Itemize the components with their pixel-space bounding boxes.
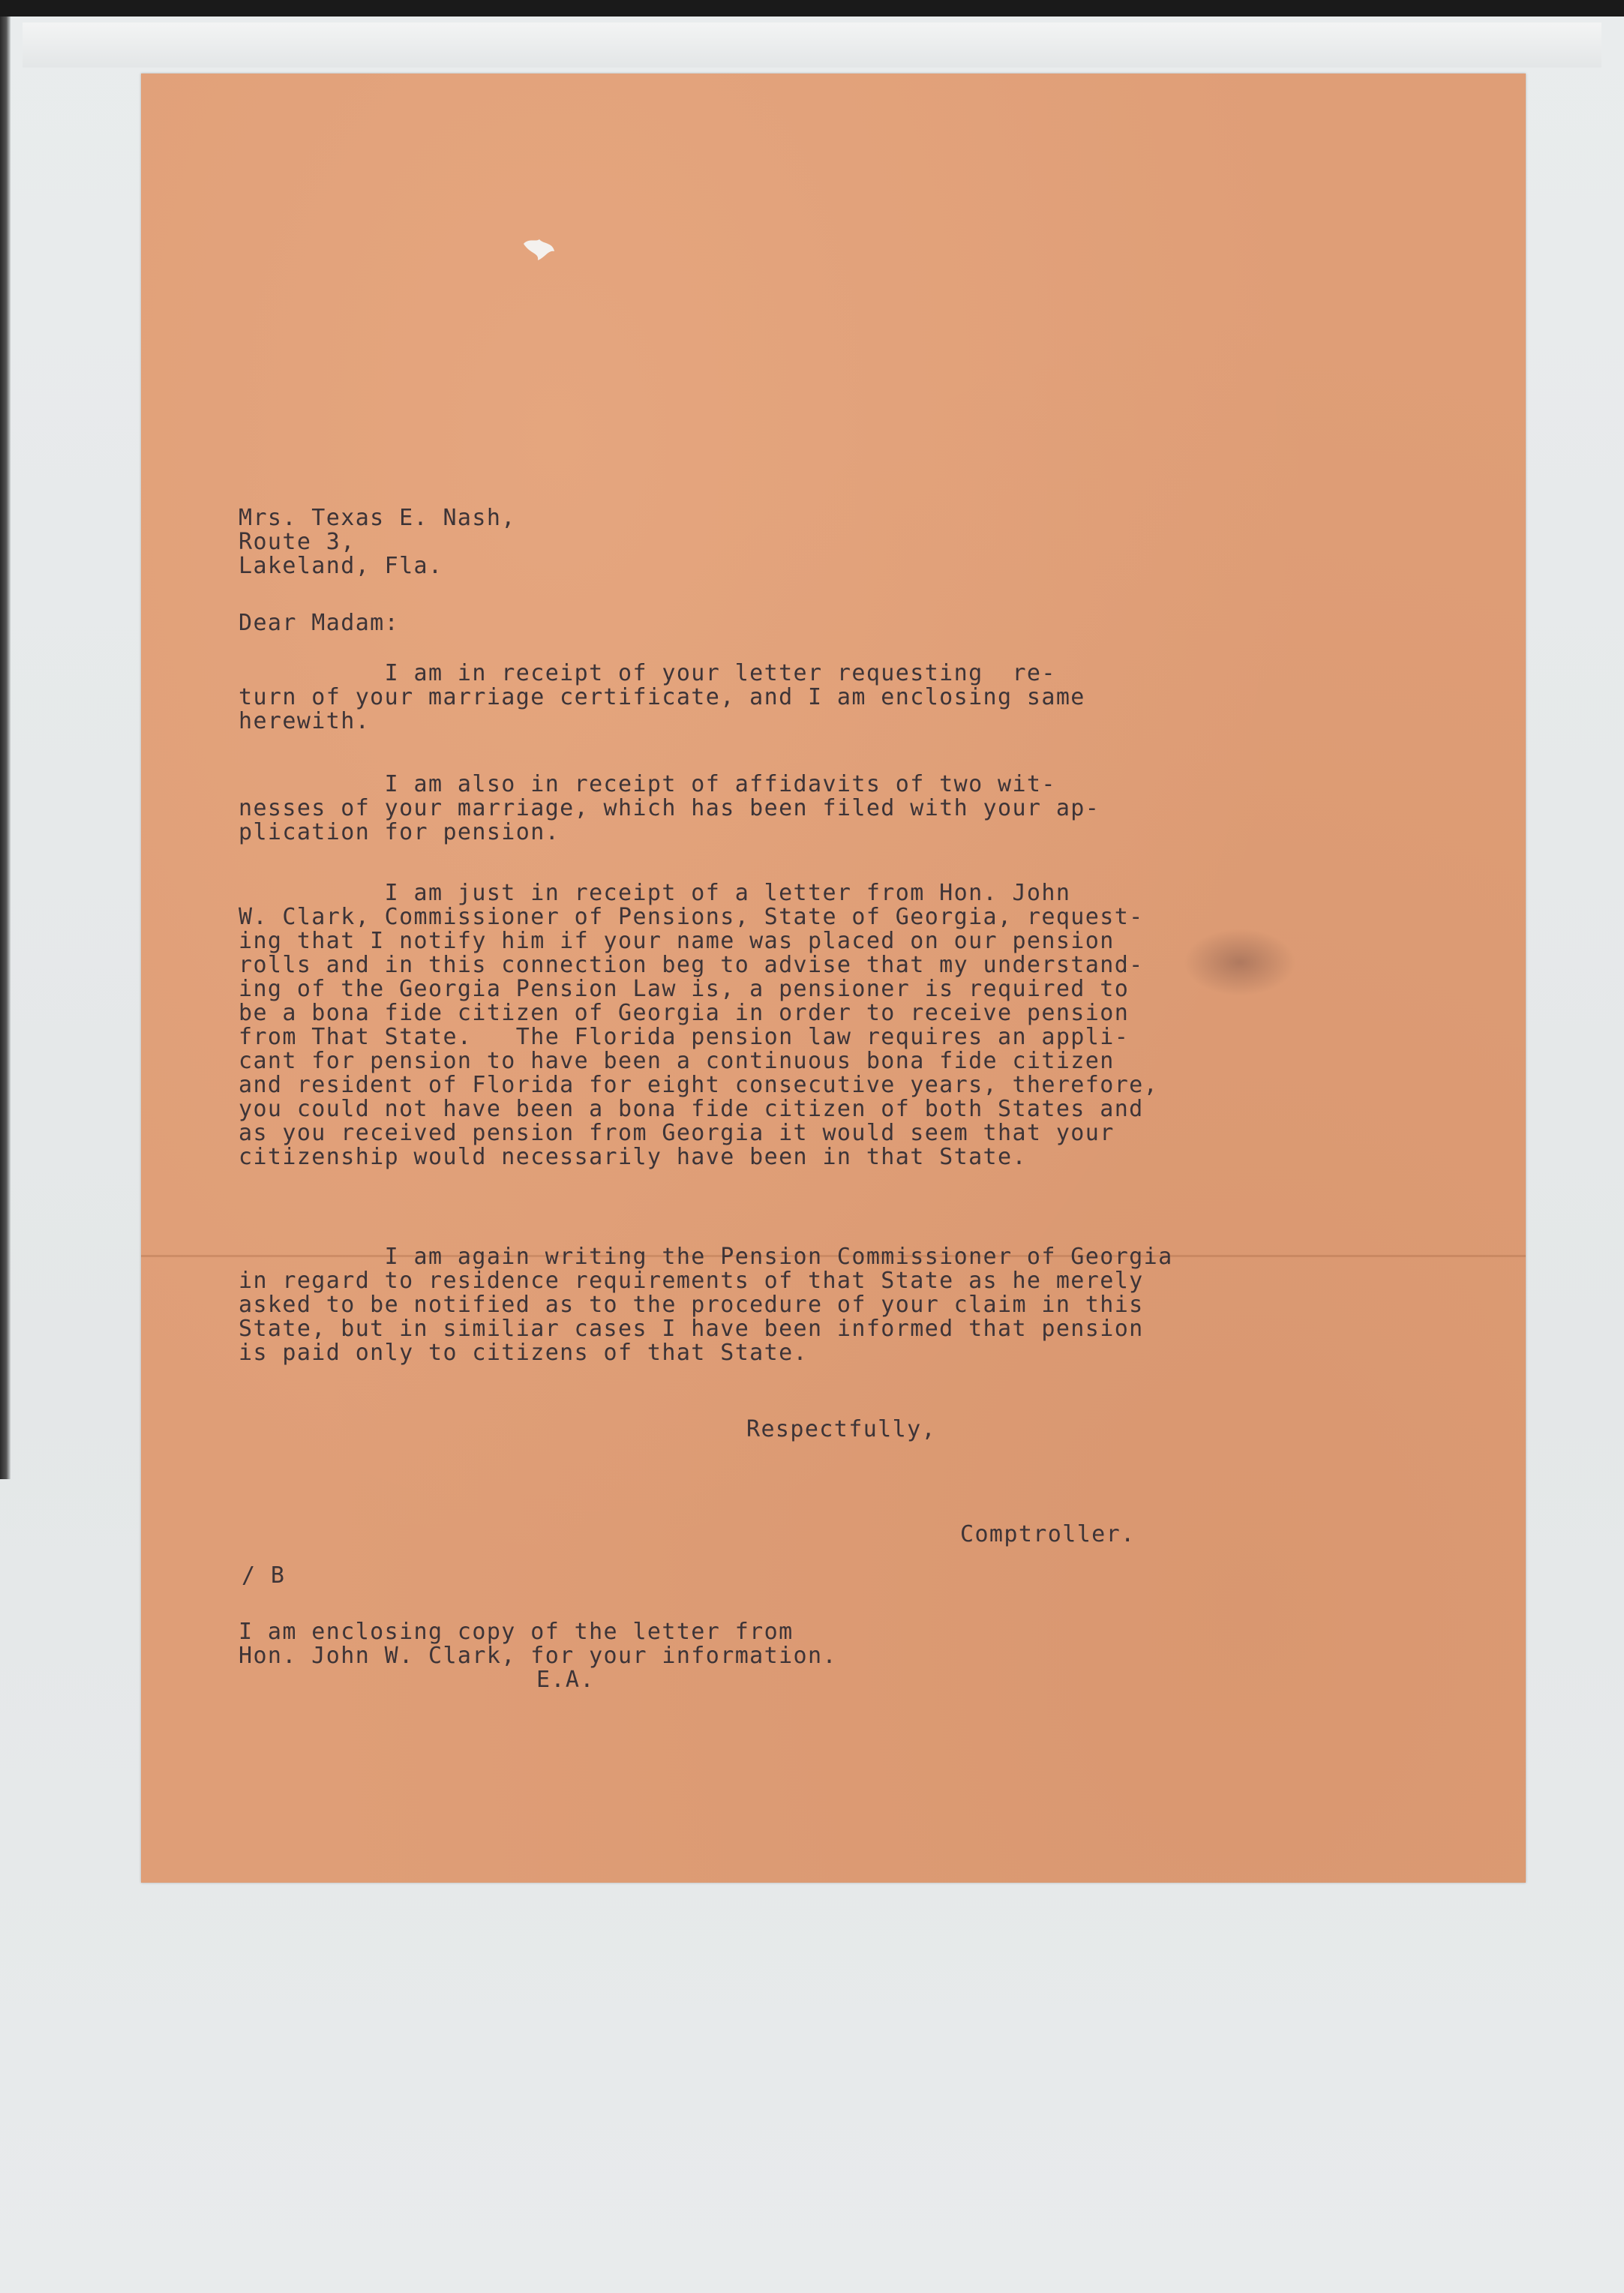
recipient-name: Mrs. Texas E. Nash, — [239, 505, 516, 531]
paragraph-1: I am in receipt of your letter requesting re- turn of your marriage certificate, and I am enclosing same herewith. — [239, 660, 1085, 734]
postscript-initials: E.A. — [536, 1667, 595, 1693]
signature-title: Comptroller. — [960, 1521, 1136, 1547]
paper-top-strip — [23, 23, 1601, 68]
salutation: Dear Madam: — [239, 610, 400, 636]
paper-damage-mark — [520, 235, 557, 265]
scanner-top-edge — [0, 0, 1624, 17]
paragraph-4: I am again writing the Pension Commissioner of Georgia in regard to residence requirements of that State as he merely asked to be notified as to the procedure of your claim in this State, but in similiar cases I have been informed that pension is paid only to citizens of that State. — [239, 1244, 1173, 1366]
ink-smudge — [1184, 929, 1296, 996]
paragraph-2: I am also in receipt of affidavits of two wit- nesses of your marriage, which has been filed with your ap- plication for pension. — [239, 771, 1100, 845]
postscript: I am enclosing copy of the letter from Hon. John W. Clark, for your information. — [239, 1619, 837, 1669]
typist-initials: / B — [242, 1562, 286, 1589]
scanner-left-edge — [0, 17, 11, 1479]
recipient-city: Lakeland, Fla. — [239, 553, 443, 579]
closing: Respectfully, — [746, 1416, 936, 1442]
recipient-address — [239, 506, 516, 578]
paragraph-3: I am just in receipt of a letter from Hon. John W. Clark, Commissioner of Pensions, State of Georgia, request- ing that I notify him if your name was placed on our pension rolls and in this connection beg to advise that my understand- ing of the Georgia Pension Law is, a pensioner is required to be a bona fide citizen of Georgia in order to receive pension from That State. The Florida pension law requires an appli- cant for pension to have been a continuous bona fide citizen and resident of Florida for eight consecutive years, therefore, you could not have been a bona fide citizen of both States and as you received pension from Georgia it would seem that your citizenship would necessarily have been in that State. — [239, 880, 1159, 1170]
recipient-route: Route 3, — [239, 529, 356, 555]
